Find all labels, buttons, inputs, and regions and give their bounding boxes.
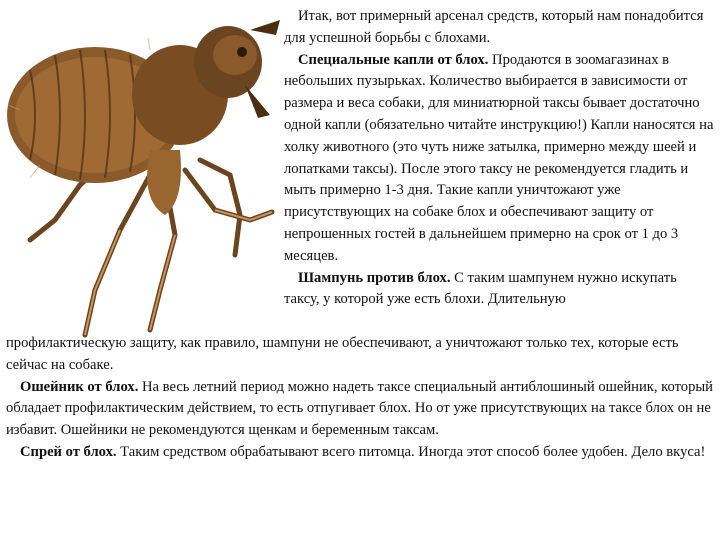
collar-title: Ошейник от блох. <box>20 378 139 395</box>
text-column-right <box>284 6 714 311</box>
collar-paragraph <box>6 377 716 442</box>
shampoo-text-a: С таким шампунем нужно искупать таксу, у которой уже есть блохи. Длительную <box>284 269 677 308</box>
drops-paragraph <box>284 50 714 268</box>
spray-text: Таким средством обрабатывают всего питомца. Иногда этот способ более удобен. Дело вкуса! <box>116 443 706 460</box>
shampoo-title: Шампунь против блох. <box>298 269 451 286</box>
collar-text: На весь летний период можно надеть таксе специальный антиблошиный ошейник, который обладает профилактическим действием, то есть отпугивает блох. Но от уже присутствующих на таксе блох он не избавит. Ошейники не рекомендуются щенкам и беременным таксам. <box>6 378 713 439</box>
spray-paragraph <box>6 442 716 464</box>
flea-illustration <box>0 0 284 345</box>
drops-text: Продаются в зоомагазинах в небольших пузырьках. Количество выбирается в зависимости от размера и веса собаки, для миниатюрной таксы бывает достаточно одной капли (обязательно читайте инструкцию!) Капли наносятся на холку животного (это чуть ниже затылка, примерно между шеей и лопатками таксы). После этого таксу не рекомендуется гладить и мыть примерно 1-3 дня. Такие капли уничтожают уже присутствующих на собаке блох и обеспечивают защиту от непрошенных гостей в дальнейшем примерно на срок от 1 до 3 месяцев. <box>284 51 714 264</box>
shampoo-paragraph-end: профилактическую защиту, как правило, шампуни не обеспечивают, а уничтожают только тех, которые есть сейчас на собаке. <box>6 335 679 373</box>
shampoo-paragraph-start <box>284 268 714 312</box>
intro-paragraph: Итак, вот примерный арсенал средств, который нам понадобится для успешной борьбы с блохами. <box>284 8 704 46</box>
drops-title: Специальные капли от блох. <box>298 51 489 68</box>
text-full-width <box>6 333 716 464</box>
spray-title: Спрей от блох. <box>20 443 117 460</box>
